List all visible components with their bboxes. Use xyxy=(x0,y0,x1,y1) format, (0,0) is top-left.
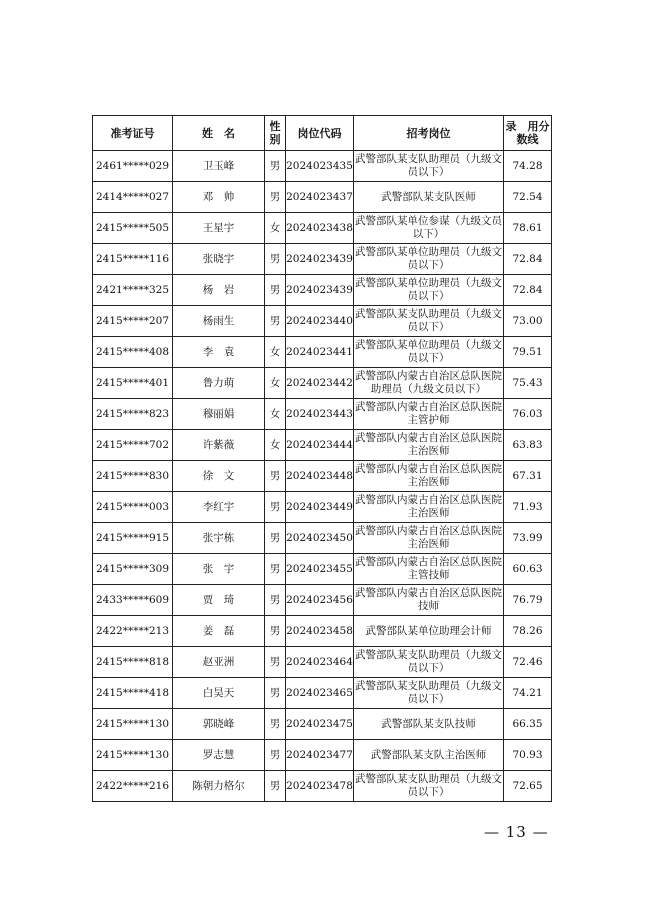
header-name: 姓 名 xyxy=(173,116,265,151)
table-row xyxy=(93,740,552,771)
cell-exam-id: 2414*****027 xyxy=(93,182,173,213)
cell-score: 72.46 xyxy=(504,647,552,678)
cell-exam-id: 2433*****609 xyxy=(93,585,173,616)
cell-gender: 男 xyxy=(265,647,286,678)
cell-gender: 女 xyxy=(265,399,286,430)
cell-post-code: 2024023435 xyxy=(286,151,354,182)
cell-post: 武警部队内蒙古自治区总队医院主治医师 xyxy=(354,523,504,554)
cell-post: 武警部队某支队助理员（九级文员以下） xyxy=(354,306,504,337)
cell-exam-id: 2415*****915 xyxy=(93,523,173,554)
cell-gender: 男 xyxy=(265,709,286,740)
table-row xyxy=(93,492,552,523)
cell-post: 武警部队某单位助理员（九级文员以下） xyxy=(354,275,504,306)
cell-post: 武警部队某单位助理员（九级文员以下） xyxy=(354,244,504,275)
cell-name: 郭晓峰 xyxy=(173,709,265,740)
cell-post-code: 2024023444 xyxy=(286,430,354,461)
cell-name: 贾 琦 xyxy=(173,585,265,616)
cell-post-code: 2024023455 xyxy=(286,554,354,585)
cell-post-code: 2024023438 xyxy=(286,213,354,244)
cell-gender: 男 xyxy=(265,585,286,616)
header-gender: 性别 xyxy=(265,116,286,151)
cell-exam-id: 2415*****702 xyxy=(93,430,173,461)
cell-post-code: 2024023477 xyxy=(286,740,354,771)
cell-post: 武警部队内蒙古自治区总队医院主管技师 xyxy=(354,554,504,585)
table-row xyxy=(93,151,552,182)
cell-post-code: 2024023448 xyxy=(286,461,354,492)
table-row xyxy=(93,182,552,213)
header-post: 招考岗位 xyxy=(354,116,504,151)
table-row xyxy=(93,337,552,368)
cell-name: 姜 磊 xyxy=(173,616,265,647)
cell-post-code: 2024023440 xyxy=(286,306,354,337)
table-row xyxy=(93,709,552,740)
cell-exam-id: 2415*****505 xyxy=(93,213,173,244)
cell-exam-id: 2421*****325 xyxy=(93,275,173,306)
cell-post: 武警部队某支队技师 xyxy=(354,709,504,740)
cell-score: 75.43 xyxy=(504,368,552,399)
cell-post-code: 2024023439 xyxy=(286,244,354,275)
cell-exam-id: 2422*****216 xyxy=(93,771,173,802)
cell-exam-id: 2422*****213 xyxy=(93,616,173,647)
table-header-row xyxy=(93,116,552,151)
cell-score: 72.84 xyxy=(504,275,552,306)
cell-name: 鲁力萌 xyxy=(173,368,265,399)
cell-gender: 男 xyxy=(265,151,286,182)
cell-post: 武警部队某支队主治医师 xyxy=(354,740,504,771)
cell-score: 78.61 xyxy=(504,213,552,244)
cell-score: 76.79 xyxy=(504,585,552,616)
header-score: 录 用分数线 xyxy=(504,116,552,151)
cell-name: 张晓宇 xyxy=(173,244,265,275)
table-row xyxy=(93,275,552,306)
cell-gender: 女 xyxy=(265,213,286,244)
cell-exam-id: 2415*****418 xyxy=(93,678,173,709)
cell-gender: 女 xyxy=(265,368,286,399)
cell-post: 武警部队内蒙古自治区总队医院主治医师 xyxy=(354,461,504,492)
cell-post-code: 2024023439 xyxy=(286,275,354,306)
cell-post-code: 2024023450 xyxy=(286,523,354,554)
cell-post: 武警部队内蒙古自治区总队医院主治医师 xyxy=(354,430,504,461)
cell-exam-id: 2415*****003 xyxy=(93,492,173,523)
cell-gender: 男 xyxy=(265,740,286,771)
cell-gender: 男 xyxy=(265,678,286,709)
cell-name: 陈朝力格尔 xyxy=(173,771,265,802)
cell-gender: 男 xyxy=(265,492,286,523)
cell-name: 杨 岩 xyxy=(173,275,265,306)
cell-gender: 女 xyxy=(265,430,286,461)
cell-gender: 男 xyxy=(265,616,286,647)
cell-post: 武警部队内蒙古自治区总队医院主治医师 xyxy=(354,492,504,523)
cell-name: 徐 文 xyxy=(173,461,265,492)
cell-gender: 男 xyxy=(265,554,286,585)
cell-post-code: 2024023456 xyxy=(286,585,354,616)
cell-exam-id: 2415*****408 xyxy=(93,337,173,368)
table-row xyxy=(93,647,552,678)
table-row xyxy=(93,616,552,647)
header-exam-id: 准考证号 xyxy=(93,116,173,151)
cell-post: 武警部队内蒙古自治区总队医院助理员（九级文员以下） xyxy=(354,368,504,399)
cell-exam-id: 2415*****818 xyxy=(93,647,173,678)
cell-exam-id: 2415*****116 xyxy=(93,244,173,275)
cell-post-code: 2024023475 xyxy=(286,709,354,740)
cell-gender: 男 xyxy=(265,306,286,337)
table-row xyxy=(93,554,552,585)
cell-score: 74.28 xyxy=(504,151,552,182)
cell-exam-id: 2415*****130 xyxy=(93,709,173,740)
cell-score: 73.99 xyxy=(504,523,552,554)
cell-score: 79.51 xyxy=(504,337,552,368)
cell-gender: 男 xyxy=(265,244,286,275)
table-row xyxy=(93,461,552,492)
cell-score: 70.93 xyxy=(504,740,552,771)
cell-score: 71.93 xyxy=(504,492,552,523)
cell-post-code: 2024023442 xyxy=(286,368,354,399)
cell-score: 72.65 xyxy=(504,771,552,802)
cell-post-code: 2024023449 xyxy=(286,492,354,523)
cell-exam-id: 2415*****130 xyxy=(93,740,173,771)
cell-exam-id: 2461*****029 xyxy=(93,151,173,182)
cell-score: 63.83 xyxy=(504,430,552,461)
cell-post: 武警部队某支队助理员（九级文员以下） xyxy=(354,678,504,709)
cell-post: 武警部队某支队助理员（九级文员以下） xyxy=(354,151,504,182)
cell-name: 赵亚洲 xyxy=(173,647,265,678)
table-row xyxy=(93,399,552,430)
cell-post-code: 2024023443 xyxy=(286,399,354,430)
cell-post: 武警部队内蒙古自治区总队医院主管护师 xyxy=(354,399,504,430)
cell-post: 武警部队某支队助理员（九级文员以下） xyxy=(354,647,504,678)
cell-gender: 男 xyxy=(265,275,286,306)
table-row xyxy=(93,585,552,616)
cell-post-code: 2024023478 xyxy=(286,771,354,802)
cell-name: 白昊天 xyxy=(173,678,265,709)
cell-exam-id: 2415*****401 xyxy=(93,368,173,399)
cell-score: 72.84 xyxy=(504,244,552,275)
cell-name: 李 袁 xyxy=(173,337,265,368)
table-row xyxy=(93,430,552,461)
cell-gender: 男 xyxy=(265,461,286,492)
cell-exam-id: 2415*****207 xyxy=(93,306,173,337)
table-row xyxy=(93,306,552,337)
cell-name: 李红宇 xyxy=(173,492,265,523)
table-row xyxy=(93,678,552,709)
cell-exam-id: 2415*****823 xyxy=(93,399,173,430)
table-row xyxy=(93,213,552,244)
table-row xyxy=(93,244,552,275)
cell-name: 张宇栋 xyxy=(173,523,265,554)
admission-score-table xyxy=(92,115,552,802)
cell-name: 卫玉峰 xyxy=(173,151,265,182)
table-row xyxy=(93,771,552,802)
cell-exam-id: 2415*****830 xyxy=(93,461,173,492)
cell-post-code: 2024023465 xyxy=(286,678,354,709)
cell-name: 许紫薇 xyxy=(173,430,265,461)
cell-name: 杨雨生 xyxy=(173,306,265,337)
table-row xyxy=(93,523,552,554)
cell-exam-id: 2415*****309 xyxy=(93,554,173,585)
cell-post: 武警部队某单位助理会计师 xyxy=(354,616,504,647)
cell-gender: 男 xyxy=(265,523,286,554)
table-row xyxy=(93,368,552,399)
cell-gender: 女 xyxy=(265,337,286,368)
cell-score: 60.63 xyxy=(504,554,552,585)
cell-score: 67.31 xyxy=(504,461,552,492)
cell-post: 武警部队内蒙古自治区总队医院技师 xyxy=(354,585,504,616)
cell-name: 穆丽娟 xyxy=(173,399,265,430)
cell-score: 74.21 xyxy=(504,678,552,709)
cell-score: 78.26 xyxy=(504,616,552,647)
cell-post-code: 2024023437 xyxy=(286,182,354,213)
cell-name: 王星宇 xyxy=(173,213,265,244)
cell-score: 72.54 xyxy=(504,182,552,213)
page-number: — 13 — xyxy=(484,823,549,841)
cell-post: 武警部队某支队助理员（九级文员以下） xyxy=(354,771,504,802)
cell-name: 邓 帅 xyxy=(173,182,265,213)
cell-post-code: 2024023464 xyxy=(286,647,354,678)
cell-gender: 男 xyxy=(265,771,286,802)
cell-post: 武警部队某支队医师 xyxy=(354,182,504,213)
table-body xyxy=(93,151,552,802)
cell-post: 武警部队某单位参谋（九级文员以下） xyxy=(354,213,504,244)
cell-post-code: 2024023458 xyxy=(286,616,354,647)
cell-score: 76.03 xyxy=(504,399,552,430)
cell-name: 罗志慧 xyxy=(173,740,265,771)
cell-gender: 男 xyxy=(265,182,286,213)
cell-score: 66.35 xyxy=(504,709,552,740)
cell-post: 武警部队某单位助理员（九级文员以下） xyxy=(354,337,504,368)
header-post-code: 岗位代码 xyxy=(286,116,354,151)
cell-score: 73.00 xyxy=(504,306,552,337)
cell-name: 张 宇 xyxy=(173,554,265,585)
cell-post-code: 2024023441 xyxy=(286,337,354,368)
